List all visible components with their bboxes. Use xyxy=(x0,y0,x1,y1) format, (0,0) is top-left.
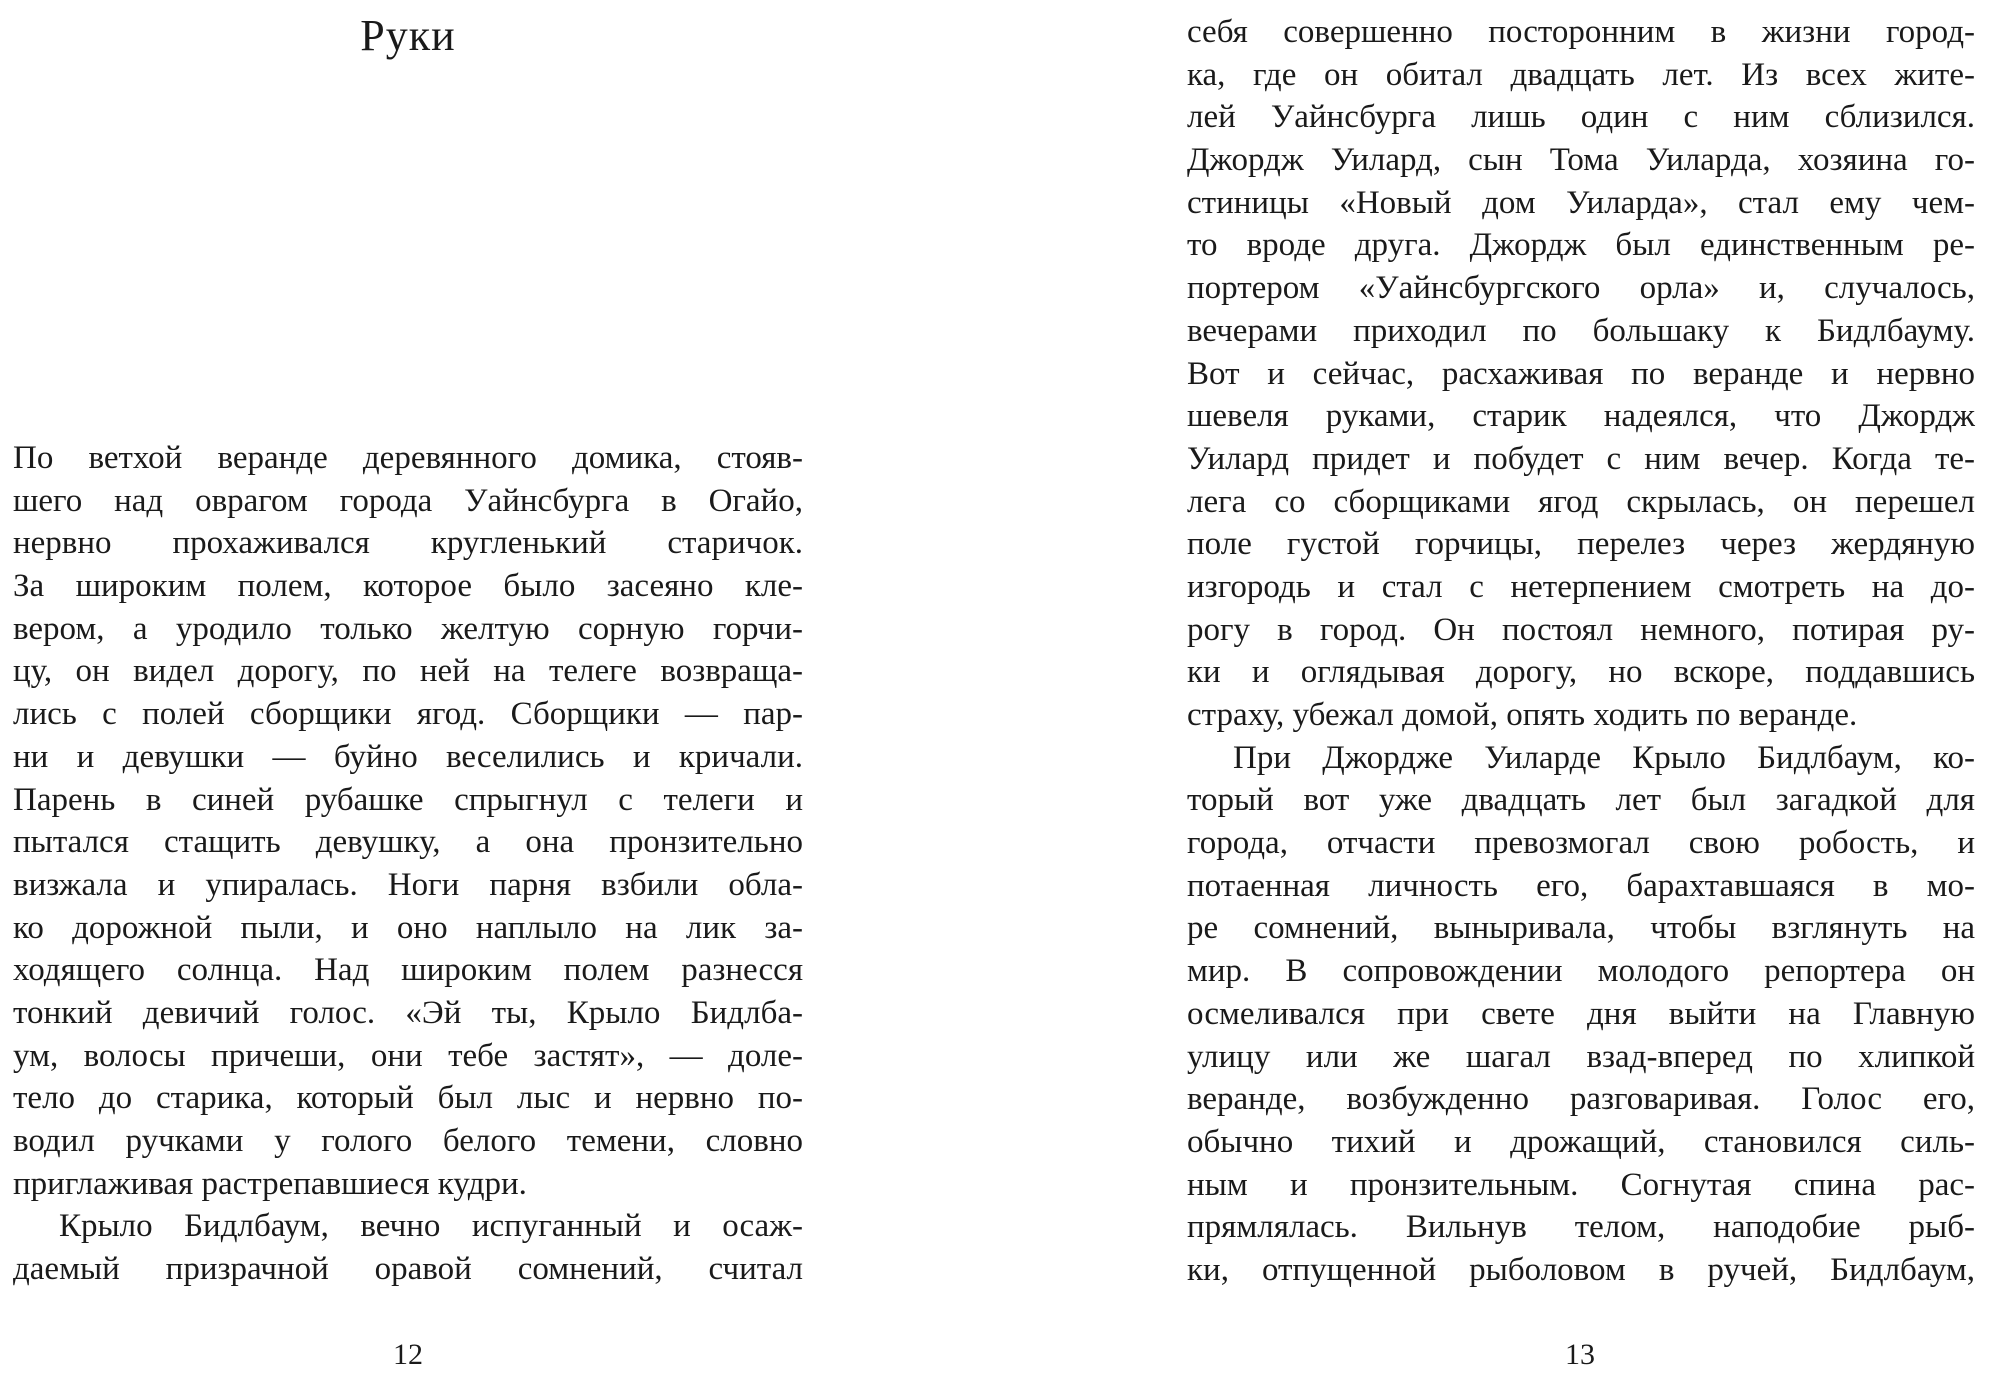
text-line: ным и пронзительным. Согнутая спина рас- xyxy=(1187,1166,1975,1203)
text-line: Уилард придет и побудет с ним вечер. Когда те- xyxy=(1187,440,1975,477)
text-line: ки и оглядывая дорогу, но вскоре, поддавшись xyxy=(1187,654,1975,691)
text-line: При Джордже Уиларде Крыло Бидлбаум, ко- xyxy=(1233,739,1975,776)
text-line: портером «Уайнсбургского орла» и, случалось, xyxy=(1187,270,1975,307)
text-line: лись с полей сборщики ягод. Сборщики — пар- xyxy=(13,696,803,733)
text-line: стиницы «Новый дом Уиларда», стал ему чем- xyxy=(1187,184,1975,221)
text-line: пытался стащить девушку, а она пронзительно xyxy=(13,824,803,861)
text-line: Вот и сейчас, расхаживая по веранде и нервно xyxy=(1187,355,1975,392)
text-line: ходящего солнца. Над широким полем разнесся xyxy=(13,952,803,989)
text-line: лей Уайнсбурга лишь один с ним сблизился. xyxy=(1187,99,1975,136)
text-line: ни и девушки — буйно веселились и кричали. xyxy=(13,738,803,775)
left-page xyxy=(13,0,803,1373)
text-line: Крыло Бидлбаум, вечно испуганный и осаж- xyxy=(59,1208,803,1245)
text-line: тело до старика, который был лыс и нервно по- xyxy=(13,1080,803,1117)
text-line: потаенная личность его, барахтавшаяся в мо- xyxy=(1187,867,1975,904)
text-line: поле густой горчицы, перелез через жердяную xyxy=(1187,526,1975,563)
text-line: вечерами приходил по большаку к Бидлбауму. xyxy=(1187,312,1975,349)
page-number-right: 13 xyxy=(1565,1338,1595,1371)
text-line: ка, где он обитал двадцать лет. Из всех жите- xyxy=(1187,56,1975,93)
text-line: нервно прохаживался кругленький старичок. xyxy=(13,525,803,562)
right-page xyxy=(1187,0,1975,1373)
text-line: вером, а уродило только желтую сорную горчи- xyxy=(13,610,803,647)
text-line: прямлялась. Вильнув телом, наподобие рыб- xyxy=(1187,1209,1975,1246)
text-line: За широким полем, которое было засеяно кле- xyxy=(13,568,803,605)
text-line: По ветхой веранде деревянного домика, стояв- xyxy=(13,440,803,476)
text-line: даемый призрачной оравой сомнений, считал xyxy=(13,1251,803,1288)
text-line: приглаживая растрепавшиеся кудри. xyxy=(13,1165,527,1202)
text-line: себя совершенно посторонним в жизни город- xyxy=(1187,14,1975,50)
text-line: ум, волосы причеши, они тебе застят», — доле- xyxy=(13,1037,803,1074)
text-line: шевеля руками, старик надеялся, что Джордж xyxy=(1187,398,1975,435)
text-line: торый вот уже двадцать лет был загадкой для xyxy=(1187,782,1975,819)
text-line: лега со сборщиками ягод скрылась, он перешел xyxy=(1187,483,1975,520)
right-page-text xyxy=(1187,11,1975,1292)
text-line: мир. В сопровождении молодого репортера он xyxy=(1187,953,1975,990)
text-line: веранде, возбужденно разговаривая. Голос его, xyxy=(1187,1081,1975,1118)
text-line: тонкий девичий голос. «Эй ты, Крыло Бидлба- xyxy=(13,994,803,1031)
text-line: Парень в синей рубашке спрыгнул с телеги и xyxy=(13,781,803,818)
text-line: улицу или же шагал взад-вперед по хлипкой xyxy=(1187,1038,1975,1075)
text-line: изгородь и стал с нетерпением смотреть на до- xyxy=(1187,568,1975,605)
left-page-text xyxy=(13,437,803,1291)
text-line: ре сомнений, выныривала, чтобы взглянуть на xyxy=(1187,910,1975,947)
text-line: страху, убежал домой, опять ходить по веранде. xyxy=(1187,697,1858,733)
text-line: визжала и упиралась. Ноги парня взбили обла- xyxy=(13,866,803,903)
text-line: Джордж Уилард, сын Тома Уиларда, хозяина го- xyxy=(1187,142,1975,179)
text-line: города, отчасти превозмогал свою робость, и xyxy=(1187,825,1975,862)
text-line: рогу в город. Он постоял немного, потирая ру- xyxy=(1187,611,1975,648)
chapter-title: Руки xyxy=(360,11,456,60)
text-line: ки, отпущенной рыболовом в ручей, Бидлбаум, xyxy=(1187,1251,1975,1288)
page-number-left: 12 xyxy=(393,1338,423,1371)
text-line: водил ручками у голого белого темени, словно xyxy=(13,1123,803,1159)
text-line: цу, он видел дорогу, по ней на телеге возвраща- xyxy=(13,653,803,690)
text-line: шего над оврагом города Уайнсбурга в Огайо, xyxy=(13,482,803,519)
text-line: то вроде друга. Джордж был единственным ре- xyxy=(1187,227,1975,264)
text-line: ко дорожной пыли, и оно наплыло на лик за- xyxy=(13,909,803,946)
text-line: обычно тихий и дрожащий, становился силь- xyxy=(1187,1123,1975,1160)
text-line: осмеливался при свете дня выйти на Главную xyxy=(1187,995,1975,1032)
